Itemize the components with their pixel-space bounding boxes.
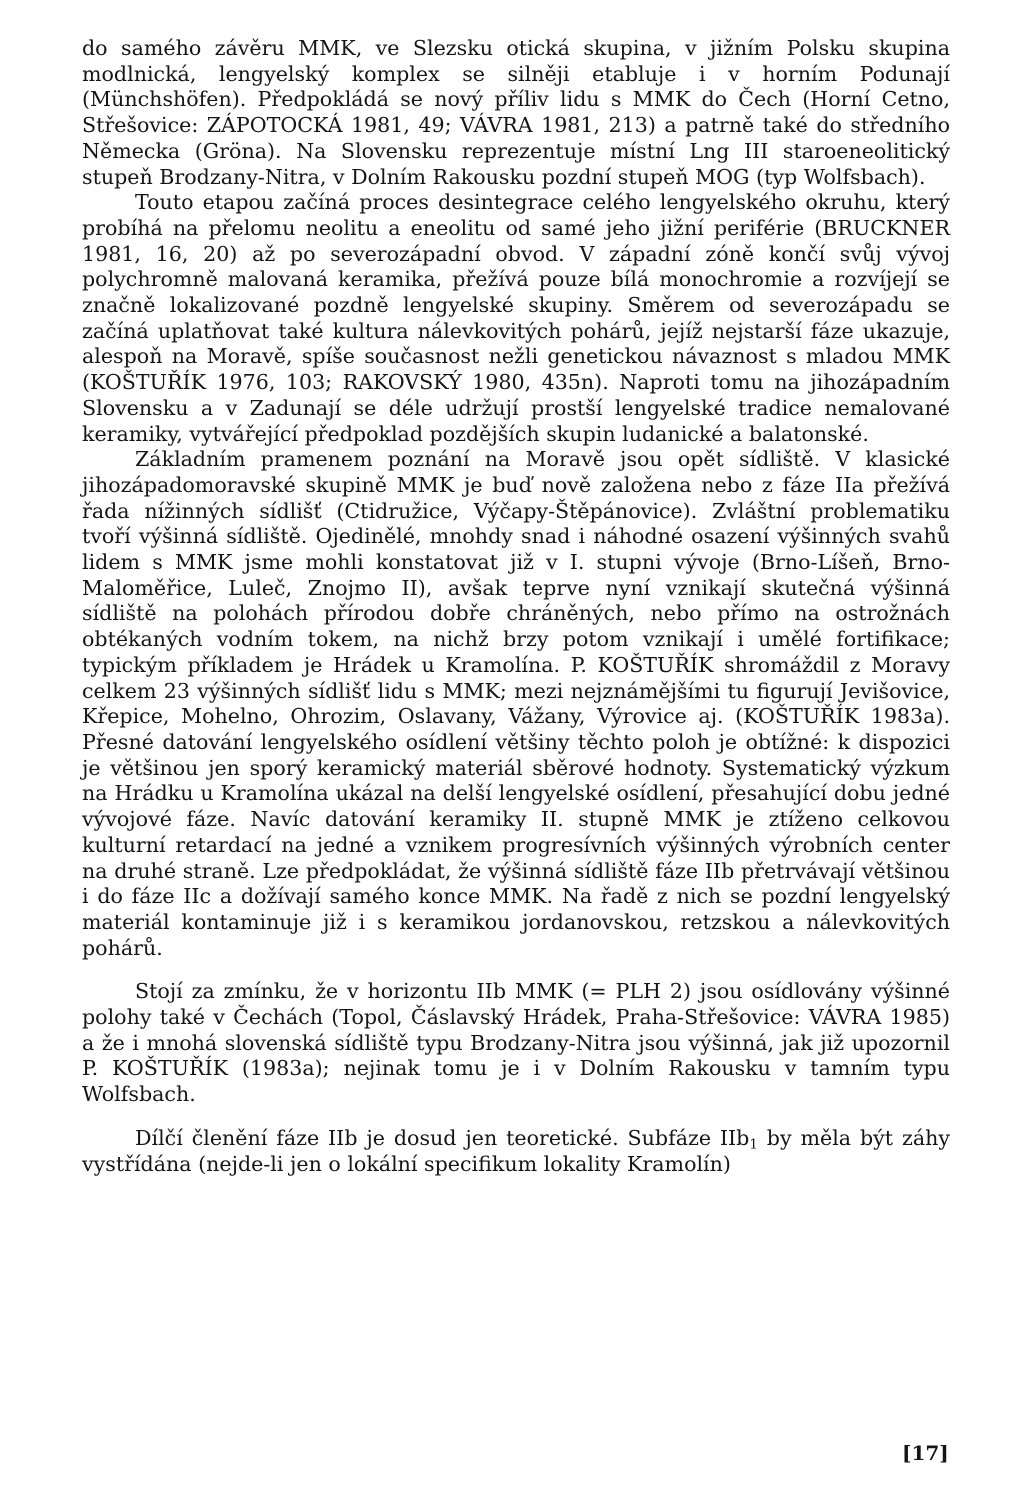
paragraph-continuation: do samého závěru MMK, ve Slezsku otická skupina, v jižním Polsku skupina modlnická, lengyelský komplex se silněji etabluje i v horním Podunají (Münchshöfen). Předpokládá se nový příliv lidu s MMK do Čech (Horní Cetno, Střešovice: ZÁPOTOCKÁ 1981, 49; VÁVRA 1981, 213) a patrně také do středního Německa (Gröna). Na Slovensku reprezentuje místní Lng III staroeneolitický stupeň Brodzany-Nitra, v Dolním Rakousku pozdní stupeň MOG (typ Wolfsbach). [82, 36, 950, 189]
paragraph-bohemia-heights: Stojí za zmínku, že v horizontu IIb MMK (= PLH 2) jsou osídlovány výšinné polohy také v Čechách (Topol, Čáslavský Hrádek, Praha-Střešovice: VÁVRA 1985) a že i mnohá slovenská sídliště typu Brodzany-Nitra jsou výšinná, jak již upozornil P. KOŠTUŘÍK (1983a); nejinak tomu je i v Dolním Rakousku v tamním typu Wolfsbach. [82, 979, 950, 1107]
phase-text-end: by měla být záhy vystřídána (nejde-li jen o lokální specifikum lokality Kramolín) [82, 1125, 950, 1176]
phase-subscript: 1 [749, 1137, 758, 1153]
paragraph-phase-subdivision [82, 1126, 950, 1177]
document-page [82, 36, 950, 1177]
page-number: [17] [902, 1441, 949, 1465]
paragraph-desintegration: Touto etapou začíná proces desintegrace celého lengyelského okruhu, který probíhá na přelomu neolitu a eneolitu od samé jeho jižní periférie (BRUCKNER 1981, 16, 20) až po severozápadní obvod. V západní zóně končí svůj vývoj polychromně malovaná keramika, přežívá pouze bílá monochromie a rozvíjejí se značně lokalizované pozdně lengyelské skupiny. Směrem od severozápadu se začíná uplatňovat také kultura nálevkovitých pohárů, jejíž nejstarší fáze ukazuje, alespoň na Moravě, spíše současnost nežli genetickou návaznost s mladou MMK (KOŠTUŘÍK 1976, 103; RAKOVSKÝ 1980, 435n). Naproti tomu na jihozápadním Slovensku a v Zadunají se déle udržují prostší lengyelské tradice nemalované keramiky, vytvářející předpoklad pozdějších skupin ludanické a balatonské. [82, 190, 950, 446]
paragraph-settlements: Základním pramenem poznání na Moravě jsou opět sídliště. V klasické jihozápadomoravské skupině MMK je buď nově založena nebo z fáze IIa přežívá řada nížinných sídlišť (Ctidružice, Výčapy-Štěpánovice). Zvláštní problematiku tvoří výšinná sídliště. Ojedinělé, mnohdy snad i náhodné osazení výšinných svahů lidem s MMK jsme mohli konstatovat již v I. stupni vývoje (Brno-Líšeň, Brno-Maloměřice, Luleč, Znojmo II), avšak teprve nyní vznikají skutečná výšinná sídliště na polohách přírodou dobře chráněných, nebo přímo na ostrožnách obtékaných vodním tokem, na nichž brzy potom vznikají i umělé fortifikace; typickým příkladem je Hrádek u Kramolína. P. KOŠTUŘÍK shromáždil z Moravy celkem 23 výšinných sídlišť lidu s MMK; mezi nejznámějšími tu figurují Jevišovice, Křepice, Mohelno, Ohrozim, Oslavany, Vážany, Výrovice aj. (KOŠTUŘÍK 1983a). Přesné datování lengyelského osídlení většiny těchto poloh je obtížné: k dispozici je většinou jen sporý keramický materiál sběrové hodnoty. Systematický výzkum na Hrádku u Kramolína ukázal na delší lengyelské osídlení, přesahující dobu jedné vývojové fáze. Navíc datování keramiky II. stupně MMK je ztíženo celkovou kulturní retardací na jedné a vznikem progresívních výšinných výrobních center na druhé straně. Lze předpokládat, že výšinná sídliště fáze IIb přetrvávají většinou i do fáze IIc a dožívají samého konce MMK. Na řadě z nich se pozdní lengyelský materiál kontaminuje již i s keramikou jordanovskou, retzskou a nálevkovitých pohárů. [82, 447, 950, 960]
phase-text-start: Dílčí členění fáze IIb je dosud jen teoretické. Subfáze IIb [135, 1125, 750, 1150]
